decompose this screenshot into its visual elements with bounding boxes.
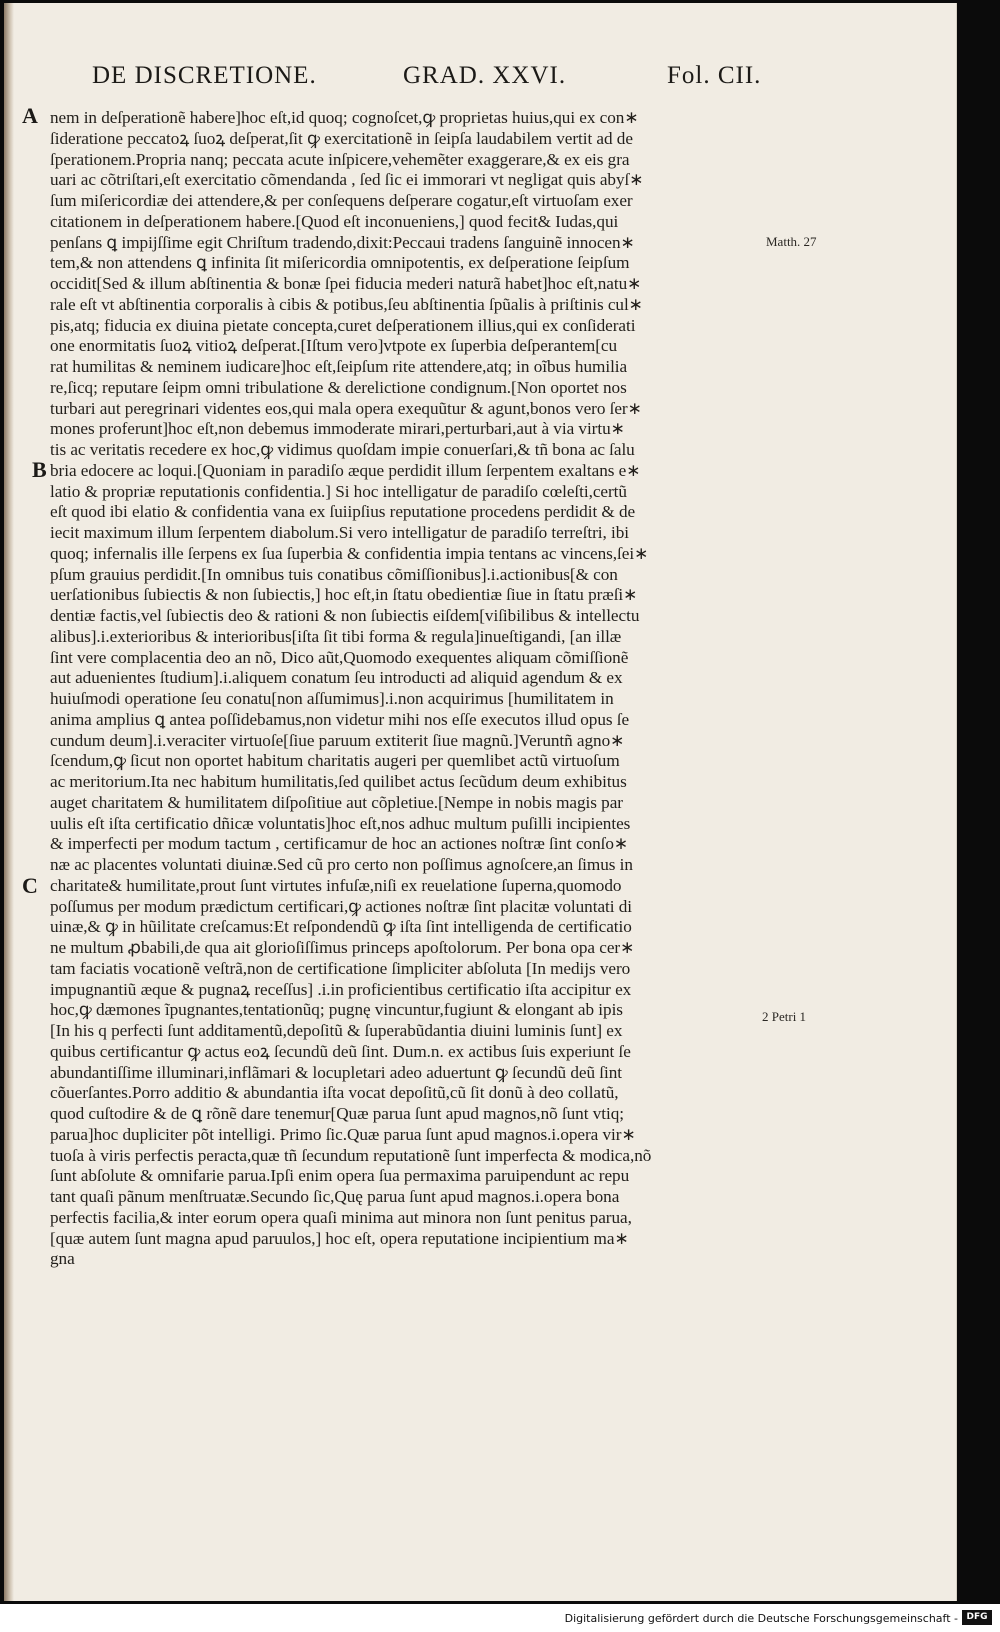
- text-line: parua]hoc dupliciter põt intelligi. Primo ſic.Quæ parua ſunt apud magnos.i.opera vir∗: [50, 1124, 636, 1144]
- text-line: cundum deum].i.veraciter virtuoſe[ſiue paruum extiterit ſiue magnũ.]Veruntñ agno∗: [50, 730, 625, 750]
- text-line: huiuſmodi operatione ſeu conatu[non aſſumimus].i.non acquirimus [humilitatem in: [50, 689, 614, 708]
- text-line: charitate& humilitate,prout ſunt virtutes infuſæ,niſi ex reuelatione ſuperna,quomodo: [50, 875, 622, 895]
- text-line: mones proferunt]hoc eſt,non debemus immoderate mirari,perturbari,aut à via virtu∗: [50, 419, 625, 439]
- text-line: re,ſicq; reputare ſeipm omni tribulatione & derelictione condignum.[Non oportet nos: [50, 377, 627, 397]
- text-line: auget charitatem & humilitatem diſpoſitiue aut cõpletiue.[Nempe in nobis magis par: [50, 792, 623, 812]
- margin-note-matthew: Matth. 27: [766, 234, 817, 249]
- text-line: tis ac veritatis recedere ex hoc,ꝙ vidimus quoſdam impie conuerſari,& tñ bona ac ſalu: [50, 440, 635, 459]
- text-line: perfectis facilia,& inter eorum opera quaſi minima aut minora non ſunt penitus parua,: [50, 1207, 632, 1227]
- page-gutter-shadow: [4, 3, 14, 1601]
- digitization-footer: [0, 1604, 1000, 1632]
- text-line: bria edocere ac loqui.[Quoniam in paradiſo æque perdidit illum ſerpentem exaltans e∗: [50, 460, 641, 480]
- header-folio: Fol. CII.: [667, 62, 762, 89]
- text-line: poſſumus per modum prædictum certificari,ꝙ actiones noſtræ ſint placitæ voluntati di: [50, 896, 632, 916]
- header-title: DE DISCRETIONE.: [92, 62, 317, 89]
- text-line: pſum grauius perdidit.[In omnibus tuis conatibus cõmiſſionibus].i.actionibus[& con: [50, 564, 618, 584]
- text-line: uulis eſt iſta certificatio dñicæ voluntatis]hoc eſt,nos adhuc multum puſilli incipientes: [50, 813, 631, 833]
- text-line: rale eſt vt abſtinentia corporalis à cibis & potibus,ſeu abſtinentia ſpũalis à priſtinis cul∗: [50, 294, 644, 314]
- text-line: anima amplius ꝗ antea poſſidebamus,non videtur mihi nos eſſe executos illud opus ſe: [50, 709, 630, 729]
- text-line: rat humilitas & neminem iudicare]hoc eſt,ſeipſum rite attendere,atq; in oĩbus humilia: [50, 357, 628, 376]
- text-line: quod cuſtodire & de ꝗ rõnẽ dare tenemur[Quæ parua ſunt apud magnos,nõ ſunt vtiq;: [50, 1104, 624, 1123]
- text-line: ſideratione peccatoꝝ ſuoꝝ deſperat,ſit ꝙ exercitationẽ in ſeipſa laudabilem vertit ad de: [50, 128, 633, 148]
- text-line: gna: [50, 1249, 75, 1269]
- text-line: hoc,ꝙ dæmones ĩpugnantes,tentationũq; pugnę vincuntur,fugiunt & elongant ab ipis: [50, 1000, 623, 1020]
- section-marker-c: C: [22, 873, 38, 898]
- text-line: uerſationibus ſubiectis & non ſubiectis,] hoc eſt,in ſtatu obedientiæ ſiue in ſtatu præſi∗: [50, 585, 638, 605]
- text-line: cõuerſantes.Porro additio & abundantia iſta vocat depoſitũ,cũ ſit donũ à deo collatũ,: [50, 1083, 619, 1103]
- body-text: [50, 108, 760, 1270]
- text-line: & imperfecti per modum tactum , certificamur de hoc an actiones noſtræ ſint conſo∗: [50, 834, 629, 854]
- footer-credit: Digitalisierung gefördert durch die Deutsche Forschungsgemeinschaft -: [564, 1612, 958, 1625]
- text-line: occidit[Sed & illum abſtinentia & bonæ ſpei fiducia mederi naturã habet]hoc eſt,natu∗: [50, 274, 642, 293]
- text-line: quibus certificantur ꝙ actus eoꝝ ſecundũ deũ ſint. Dum.n. ex actibus ſuis experiunt ſe: [50, 1041, 631, 1061]
- text-line: ſint vere complacentia deo an nõ, Dico aũt,Quomodo exequentes aliquam cõmiſſionẽ: [50, 647, 629, 667]
- text-line: citationem in deſperationem habere.[Quod eſt inconueniens,] quod fecit& Iudas,qui: [50, 211, 619, 231]
- text-line: [quæ autem ſunt magna apud paruulos,] hoc eſt, opera reputatione incipientium ma∗: [50, 1228, 629, 1248]
- section-marker-b: B: [32, 457, 47, 482]
- text-line: abundantiſſime illuminari,inflãmari & locupletari adeo aduertunt ꝙ ſecundũ deũ ſint: [50, 1062, 622, 1082]
- text-line: dentiæ factis,vel ſubiectis deo & rationi & non ſubiectis eiſdem[viſibilibus & intellectu: [50, 606, 640, 625]
- section-marker-a: A: [22, 103, 38, 128]
- margin-note-peter: 2 Petri 1: [762, 1009, 807, 1024]
- text-line: quoq; infernalis ille ſerpens ex ſua ſuperbia & confidentia impia tentans ac vincens,ſei∗: [50, 543, 649, 563]
- text-line: tam faciatis vocationẽ veſtrã,non de certificatione ſimpliciter abſoluta [In medijs vero: [50, 958, 631, 978]
- text-line: ſum miſericordiæ dei attendere,& per conſequens deſperare cogatur,eſt virtuoſam exer: [50, 191, 633, 210]
- text-line: eſt quod ibi elatio & confidentia vana ex ſuiipſius reputatione procedens perdidit & de: [50, 502, 636, 522]
- text-line: ſcendum,ꝙ ſicut non oportet habitum charitatis augeri per quemlibet actũ virtuoſum: [50, 751, 620, 771]
- text-line: latio & propriæ reputationis confidentia.] Si hoc intelligatur de paradiſo cœleſti,certũ: [50, 481, 627, 501]
- text-line: one enormitatis ſuoꝝ vitioꝝ deſperat.[Iſtum vero]vtpote ex ſuperbia deſperantem[cu: [50, 336, 618, 356]
- text-line: aut aduenientes ſtudium].i.aliquem conatum ſeu introducti ad aliquid agendum & ex: [50, 668, 623, 688]
- text-line: tem,& non attendens ꝗ infinita ſit miſericordia omnipotentis, ex deſperatione ſeipſum: [50, 253, 630, 273]
- text-line: uari ac cõtriſtari,eſt exercitatio cõmendanda , ſed ſic ei immorari vt negligat quis abyſ∗: [50, 170, 644, 190]
- text-line: [In his q perfecti ſunt additamentũ,depoſitũ & ſuperabũdantia diuini luminis ſunt] ex: [50, 1021, 623, 1040]
- dfg-logo: DFG: [962, 1610, 992, 1625]
- text-line: alibus].i.exterioribus & interioribus[iſta ſit tibi forma & regula]inueſtigandi, [an illæ: [50, 626, 622, 646]
- text-line: uinæ,& ꝙ in hũilitate creſcamus:Et reſpondendũ ꝙ iſta ſint intelligenda de certificatio: [50, 917, 632, 937]
- text-line: pis,atq; fiducia ex diuina pietate concepta,curet deſperationem illius,qui ex conſiderati: [50, 315, 636, 335]
- text-line: nem in deſperationẽ habere]hoc eſt,id quoq; cognoſcet,ꝙ proprietas huius,qui ex con∗: [50, 108, 639, 127]
- text-line: impugnantiũ æque & pugnaꝝ receſſus] .i.in proficientibus certificatio iſta accipitur ex: [50, 979, 632, 999]
- text-line: ſperationem.Propria nanq; peccata acute inſpicere,vehemẽter exaggerare,& ex eis gra: [50, 149, 630, 169]
- text-line: tuoſa à viris perfectis peracta,quæ tñ ſecundum reputationẽ ſunt imperfecta & modica,nõ: [50, 1145, 652, 1165]
- text-line: ne multum ꝓbabili,de qua ait glorioſiſſimus princeps apoſtolorum. Per bona opa cer∗: [50, 938, 635, 957]
- text-line: turbari aut peregrinari videntes eos,qui mala opera exequũtur & agunt,bonos vero ſer∗: [50, 398, 642, 418]
- text-line: iecit maximum illum ſerpentem diabolum.Si vero intelligatur de paradiſo terreſtri, ibi: [50, 523, 629, 542]
- text-line: penſans ꝗ impijſſime egit Chriſtum tradendo,dixit:Peccaui tradens ſanguinẽ innocen∗: [50, 232, 635, 252]
- text-line: ac meritorium.Ita nec habitum humilitatis,ſed quilibet actus ſecũdum deum exhibitus: [50, 772, 627, 791]
- header-grade: GRAD. XXVI.: [403, 62, 567, 89]
- text-line: næ ac placentes voluntati diuinæ.Sed cũ pro certo non poſſimus agnoſcere,an ſimus in: [50, 855, 633, 874]
- text-line: ſunt abſolute & omnifarie parua.Ipſi enim opera ſua permaxima paruipendunt ac repu: [50, 1166, 630, 1186]
- running-header: [92, 62, 762, 96]
- text-line: tant quaſi pãnum menſtruatæ.Secundo ſic,Quę parua ſunt apud magnos.i.opera bona: [50, 1187, 620, 1206]
